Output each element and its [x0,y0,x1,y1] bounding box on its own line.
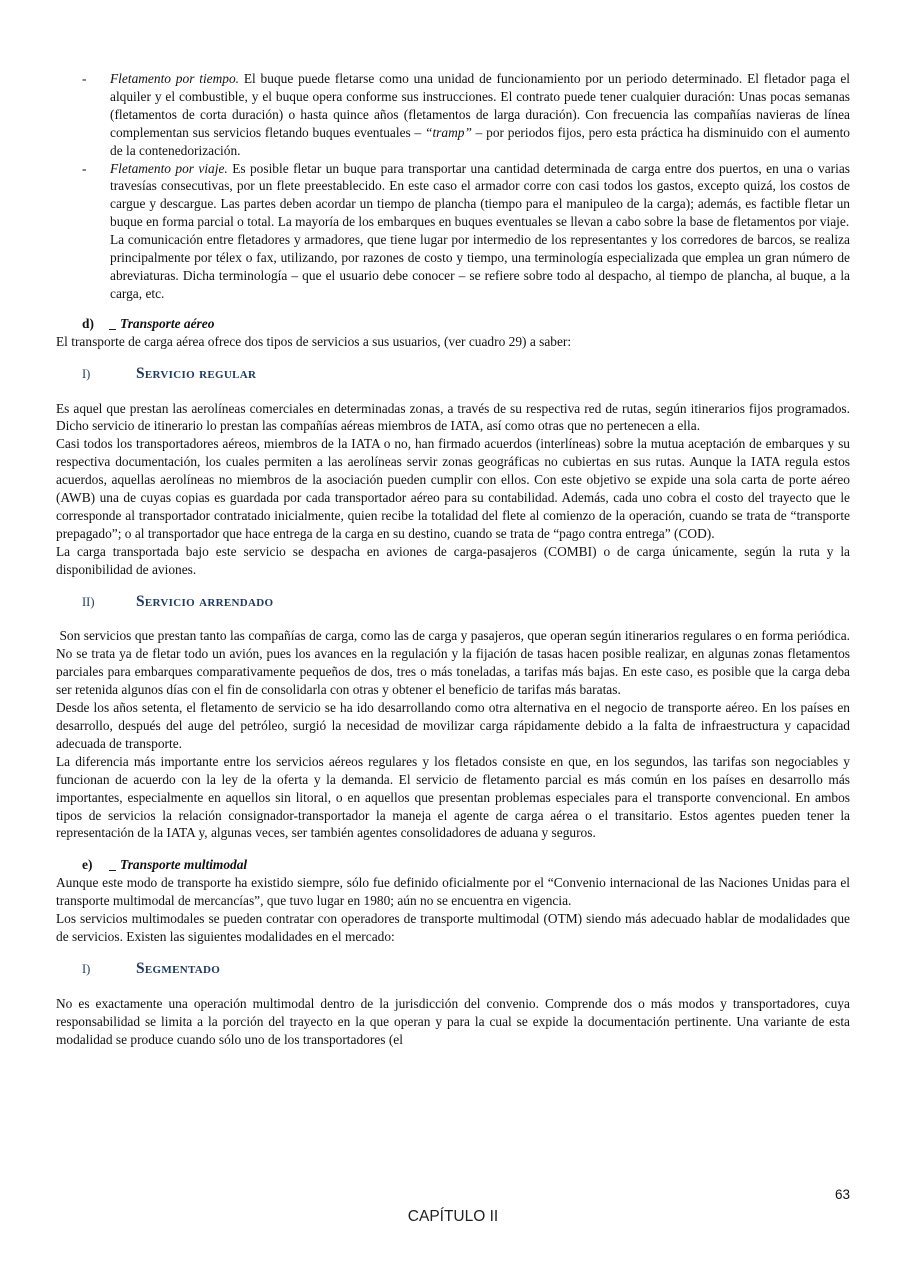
section-heading-transporte-multimodal [56,856,850,874]
bullet-fletamento-tiempo [56,70,850,160]
paragraph: La carga transportada bajo este servicio se despacha en aviones de carga-pasajeros (COMBI) o de carga únicamente, según la ruta y la disponibilidad de aviones. [56,543,850,577]
document-body [56,70,854,1049]
section-number: e) [82,857,93,873]
section-heading-transporte-aereo [56,315,850,333]
subheading-number: I) [82,366,91,381]
paragraph: Los servicios multimodales se pueden contratar con operadores de transporte multimodal (OTM) siendo más adecuado hablar de modalidades que de servicios. Existen las siguientes modalidades en el mercado: [56,911,850,944]
paragraph: La diferencia más importante entre los servicios aéreos regulares y los fletados consiste en que, en los segundos, las tarifas son negociables y funcionan de acuerdo con la ley de la oferta y la demanda. El servicio de fletamento parcial es más común en los países en desarrollo más importantes, especialmente en aquellos sin litoral, o en aquellos que presentan problemas especiales para el transporte convencional. En ambos tipos de servicios la relación consignador-transportador la maneja el agente de carga aérea o el transitario. Estos agentes pueden tener la representación de la IATA y, algunas veces, ser también agentes consolidadores de aduana y seguros. [56,753,850,841]
bullet-lead: Fletamento por tiempo. [110,71,240,86]
bullet-quote: “tramp” [425,124,472,140]
section-number: d) [82,315,94,331]
section-title: _ Transporte multimodal [110,857,248,873]
bullet-text: – por periodos fijos, pero esta práctica ha disminuido con el aumento de la contenedorización. [110,124,850,158]
subheading-title: Servicio arrendado [136,592,274,610]
paragraph: El transporte de carga aérea ofrece dos tipos de servicios a sus usuarios, (ver cuadro 29) a saber: [56,333,572,349]
bullet-list [56,70,850,303]
subheading-number: I) [82,961,91,976]
subheading-segmentado [56,960,850,979]
paragraph: Desde los años setenta, el fletamento de servicio se ha ido desarrollando como otra alternativa en el negocio de transporte aéreo. En los países en desarrollo, después del auge del petróleo, surgió la necesidad de movilizar carga rápidamente debido a la falta de infraestructura y capacidad adecuada de transporte. [56,700,850,751]
paragraph: Son servicios que prestan tanto las compañías de carga, como las de carga y pasajeros, que operan según itinerarios regulares o en forma periódica. No se trata ya de fletar todo un avión, pues los avances en la regulación y la fijación de tasas hacen posible realizar, en algunas zonas fletamentos parciales para embarques comparativamente pequeños de dos, tres o más toneladas, a tarifas más bajas. En este caso, es posible que la carga deba ser retenida algunos días con el fin de consolidarla con otras y obtener el beneficio de tarifas más baratas. [56,628,854,698]
paragraph: Es aquel que prestan las aerolíneas comerciales en determinadas zonas, a través de su respectiva red de rutas, según itinerarios fijos programados. Dicho servicio de itinerario lo prestan las compañías aéreas miembros de IATA, así como otras que no pertenecen a ella. [56,400,850,434]
paragraph: Aunque este modo de transporte ha existido siempre, sólo fue definido oficialmente por el “Convenio internacional de las Naciones Unidas para el transporte multimodal de mercancías”, que tuvo lugar en 1980; aún no se encuentra en vigencia. [56,875,850,909]
subheading-servicio-arrendado [56,593,850,612]
page-number: 63 [834,1187,850,1202]
subheading-title: Segmentado [136,959,221,977]
bullet-continuation: La comunicación entre fletadores y armadores, que tiene lugar por intermedio de los representantes y los corredores de barcos, se realiza principalmente por télex o fax, utilizando, por razones de costo y tiempo, una terminología especializada que emplea un gran número de abreviaturas. Dicha terminología – que el usuario debe conocer – se refiere sobre todo al despacho, al tiempo de plancha, al buque, a la carga, etc. [110,232,850,301]
subheading-servicio-regular [56,365,850,384]
bullet-lead: Fletamento por viaje. [110,160,228,176]
bullet-fletamento-viaje [56,160,850,232]
subheading-title: Servicio regular [136,364,257,382]
section-title: _ Transporte aéreo [110,315,215,331]
subheading-number: II) [82,594,95,609]
paragraph: No es exactamente una operación multimodal dentro de la jurisdicción del convenio. Comprende dos o más modos y transportadores, cuya responsabilidad se limita a la porción del trayecto en la que operan y para la cual se expide la documentación pertinente. Una variante de esta modalidad se produce cuando sólo uno de los transportadores (el [56,995,850,1047]
chapter-footer: CAPÍTULO II [407,1208,499,1225]
bullet-text: Es posible fletar un buque para transportar una cantidad determinada de carga entre dos puertos, en una o varias travesías consecutivas, por un flete preestablecido. En este caso el armador corre con casi todos los gastos, excepto quizá, los costos de cargue y descargue. Las partes deben acordar un tiempo de plancha (tiempo para el manipuleo de la carga); además, es factible fletar un buque en forma parcial o total. La mayoría de los embarques en buques eventuales se llevan a cabo sobre la base de fletamentos por viaje. [110,160,850,230]
paragraph: Casi todos los transportadores aéreos, miembros de la IATA o no, han firmado acuerdos (interlíneas) sobre la mutua aceptación de embarques y su respectiva documentación, los cuales permiten a las aerolíneas servir zonas geográficas no cubiertas en sus rutas. Aunque la IATA regula estos acuerdos, aquellas aerolíneas no miembros de la asociación pueden cumplir con ellos. Con este objetivo se expide una sola carta de porte aéreo (AWB) una de cuyas copias es guardada por cada transportador aéreo para su contabilidad. Además, cada uno cobra el costo del trayecto que le corresponde al transportador contratado inicialmente, quien recibe la totalidad del flete al comienzo de la operación, cuando se trata de “transporte prepagado”; o al transportador que hace entrega de la carga en su destino, cuando se trata de “pago contra entrega” (COD). [56,436,850,541]
bullet-text: El buque puede fletarse como una unidad de funcionamiento por un periodo determinado. El fletador paga el alquiler y el combustible, y el buque opera conforme sus instrucciones. El contrato puede tener cualquier duración: Unas pocas semanas (fletamentos de corta duración) o hasta quince años (fletamentos de larga duración). Con frecuencia las compañías navieras de línea complementan sus servicios fletando buques eventuales – [110,71,850,140]
